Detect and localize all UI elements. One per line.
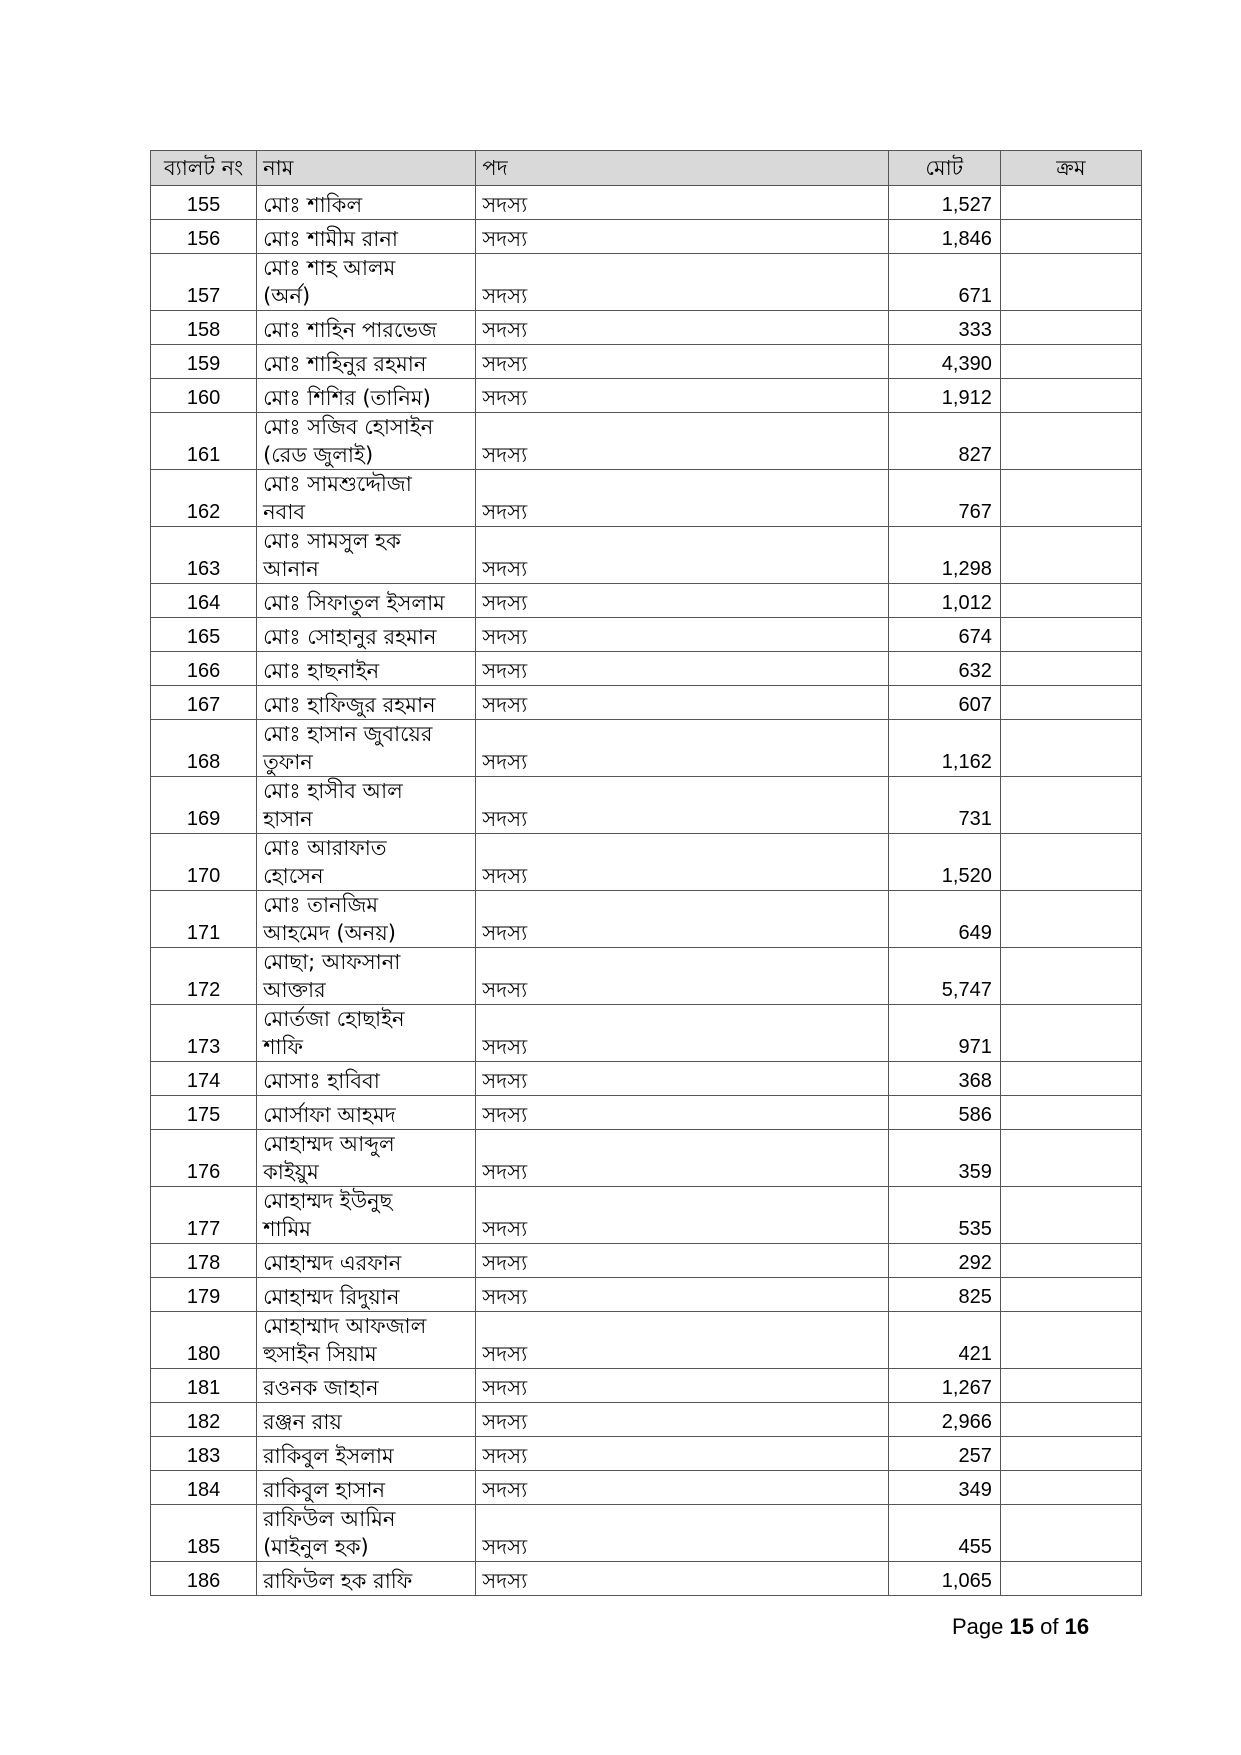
table-row xyxy=(151,527,1142,584)
candidate-name-line: রাফিউল আমিন xyxy=(263,1507,396,1531)
candidate-name-line: মোঃ সামসুল হক xyxy=(263,529,401,553)
post-cell: সদস্য xyxy=(476,584,888,618)
candidate-name-cell xyxy=(257,186,476,220)
rank-cell xyxy=(1000,413,1141,470)
total-votes-cell: 971 xyxy=(888,1005,1000,1062)
table-row xyxy=(151,1369,1142,1403)
table-row xyxy=(151,1471,1142,1505)
post-cell: সদস্য xyxy=(476,220,888,254)
ballot-number-cell: 170 xyxy=(151,834,257,891)
ballot-number-cell: 155 xyxy=(151,186,257,220)
table-row xyxy=(151,254,1142,311)
post-cell: সদস্য xyxy=(476,379,888,413)
candidate-name-cell xyxy=(257,1369,476,1403)
candidate-name-line: হোসেন xyxy=(263,864,324,888)
ballot-number-cell: 171 xyxy=(151,891,257,948)
candidate-name-cell xyxy=(257,1005,476,1062)
candidate-name-cell xyxy=(257,1312,476,1369)
candidate-name-cell xyxy=(257,891,476,948)
rank-cell xyxy=(1000,1471,1141,1505)
post-cell: সদস্য xyxy=(476,311,888,345)
table-row xyxy=(151,1130,1142,1187)
rank-cell xyxy=(1000,1130,1141,1187)
candidate-name-cell xyxy=(257,948,476,1005)
table-row xyxy=(151,1096,1142,1130)
rank-cell xyxy=(1000,1312,1141,1369)
ballot-number-cell: 162 xyxy=(151,470,257,527)
candidate-name-cell xyxy=(257,220,476,254)
candidate-name-line: মোঃ শাহিনুর রহমান xyxy=(263,352,427,376)
rank-cell xyxy=(1000,379,1141,413)
candidate-name-line: নবাব xyxy=(263,500,306,524)
rank-cell xyxy=(1000,1062,1141,1096)
candidate-name-cell xyxy=(257,1562,476,1596)
table-row xyxy=(151,186,1142,220)
post-cell: সদস্য xyxy=(476,527,888,584)
candidate-name-line: রওনক জাহান xyxy=(263,1376,379,1400)
of-word: of xyxy=(1040,1614,1059,1639)
table-row xyxy=(151,1244,1142,1278)
candidate-name-cell xyxy=(257,470,476,527)
ballot-number-cell: 183 xyxy=(151,1437,257,1471)
table-row xyxy=(151,379,1142,413)
rank-cell xyxy=(1000,891,1141,948)
candidate-name-line: (রেড জুলাই) xyxy=(263,443,374,467)
rank-cell xyxy=(1000,1244,1141,1278)
rank-cell xyxy=(1000,527,1141,584)
ballot-number-cell: 167 xyxy=(151,686,257,720)
candidate-name-cell xyxy=(257,1505,476,1562)
post-cell: সদস্য xyxy=(476,948,888,1005)
total-votes-cell: 632 xyxy=(888,652,1000,686)
post-cell: সদস্য xyxy=(476,413,888,470)
total-votes-cell: 1,162 xyxy=(888,720,1000,777)
total-votes-cell: 421 xyxy=(888,1312,1000,1369)
candidate-name-line: রাকিবুল ইসলাম xyxy=(263,1444,394,1468)
table-row xyxy=(151,1062,1142,1096)
candidate-name-line: মোঃ শামীম রানা xyxy=(263,227,399,251)
table-row xyxy=(151,470,1142,527)
post-cell: সদস্য xyxy=(476,186,888,220)
candidate-name-line: শামিম xyxy=(263,1217,311,1241)
post-cell: সদস্য xyxy=(476,1278,888,1312)
rank-cell xyxy=(1000,1562,1141,1596)
rank-cell xyxy=(1000,720,1141,777)
post-cell: সদস্য xyxy=(476,1403,888,1437)
rank-cell xyxy=(1000,1369,1141,1403)
rank-cell xyxy=(1000,1403,1141,1437)
total-votes-cell: 1,912 xyxy=(888,379,1000,413)
candidate-name-line: মোঃ সোহানুর রহমান xyxy=(263,625,437,649)
ballot-number-cell: 158 xyxy=(151,311,257,345)
candidate-name-cell xyxy=(257,254,476,311)
candidate-name-cell xyxy=(257,1187,476,1244)
current-page: 15 xyxy=(1009,1614,1034,1639)
rank-cell xyxy=(1000,1096,1141,1130)
candidate-name-cell xyxy=(257,1437,476,1471)
candidate-name-line: মোসাঃ হাবিবা xyxy=(263,1069,380,1093)
total-votes-cell: 359 xyxy=(888,1130,1000,1187)
candidate-name-line: মোহাম্মদ আব্দুল xyxy=(263,1132,395,1156)
total-votes-cell: 455 xyxy=(888,1505,1000,1562)
post-cell: সদস্য xyxy=(476,720,888,777)
post-cell: সদস্য xyxy=(476,470,888,527)
candidate-name-cell xyxy=(257,686,476,720)
ballot-number-cell: 175 xyxy=(151,1096,257,1130)
total-votes-cell: 1,065 xyxy=(888,1562,1000,1596)
ballot-number-cell: 166 xyxy=(151,652,257,686)
total-votes-cell: 1,527 xyxy=(888,186,1000,220)
post-cell: সদস্য xyxy=(476,1096,888,1130)
post-cell: সদস্য xyxy=(476,1244,888,1278)
candidate-name-line: মোহাম্মাদ আফজাল xyxy=(263,1314,427,1338)
table-row xyxy=(151,1312,1142,1369)
candidate-name-line: রাকিবুল হাসান xyxy=(263,1478,386,1502)
table-row xyxy=(151,1403,1142,1437)
ballot-number-cell: 178 xyxy=(151,1244,257,1278)
candidate-name-line: মোঃ হাছনাইন xyxy=(263,659,380,683)
table-row xyxy=(151,1187,1142,1244)
table-row xyxy=(151,1437,1142,1471)
total-votes-cell: 586 xyxy=(888,1096,1000,1130)
table-row xyxy=(151,1562,1142,1596)
rank-cell xyxy=(1000,220,1141,254)
table-row xyxy=(151,584,1142,618)
candidate-name-line: শাফি xyxy=(263,1035,303,1059)
candidate-name-cell xyxy=(257,1244,476,1278)
ballot-number-cell: 173 xyxy=(151,1005,257,1062)
candidate-name-line: আহমেদ (অনয়) xyxy=(263,921,396,945)
header-total: মোট xyxy=(888,151,1000,186)
total-votes-cell: 825 xyxy=(888,1278,1000,1312)
candidate-name-line: হুসাইন সিয়াম xyxy=(263,1342,377,1366)
total-votes-cell: 1,520 xyxy=(888,834,1000,891)
rank-cell xyxy=(1000,186,1141,220)
rank-cell xyxy=(1000,686,1141,720)
post-cell: সদস্য xyxy=(476,1505,888,1562)
total-votes-cell: 349 xyxy=(888,1471,1000,1505)
ballot-number-cell: 168 xyxy=(151,720,257,777)
candidate-name-line: মোঃ সামশুদ্দৌজা xyxy=(263,472,412,496)
candidate-name-line: আক্তার xyxy=(263,978,326,1002)
ballot-number-cell: 159 xyxy=(151,345,257,379)
total-votes-cell: 368 xyxy=(888,1062,1000,1096)
candidate-name-line: মোঃ হাসীব আল xyxy=(263,779,403,803)
table-row xyxy=(151,948,1142,1005)
table-header xyxy=(151,151,1142,186)
candidate-name-cell xyxy=(257,413,476,470)
candidate-name-line: মোহাম্মদ ইউনুছ xyxy=(263,1189,393,1213)
candidate-name-cell xyxy=(257,527,476,584)
candidate-name-cell xyxy=(257,1062,476,1096)
candidate-name-line: মোহাম্মদ রিদুয়ান xyxy=(263,1285,400,1309)
candidate-name-line: কাইয়ুম xyxy=(263,1160,319,1184)
rank-cell xyxy=(1000,470,1141,527)
candidate-name-line: মোর্তজা হোছাইন xyxy=(263,1007,405,1031)
candidate-name-line: মোঃ শিশির (তানিম) xyxy=(263,386,431,410)
candidate-name-cell xyxy=(257,777,476,834)
table-row xyxy=(151,220,1142,254)
table-row xyxy=(151,686,1142,720)
rank-cell xyxy=(1000,1437,1141,1471)
rank-cell xyxy=(1000,618,1141,652)
candidate-name-line: মোছা; আফসানা xyxy=(263,950,401,974)
ballot-number-cell: 156 xyxy=(151,220,257,254)
header-post: পদ xyxy=(476,151,888,186)
ballot-number-cell: 174 xyxy=(151,1062,257,1096)
post-cell: সদস্য xyxy=(476,1130,888,1187)
post-cell: সদস্য xyxy=(476,1562,888,1596)
ballot-number-cell: 180 xyxy=(151,1312,257,1369)
post-cell: সদস্য xyxy=(476,345,888,379)
post-cell: সদস্য xyxy=(476,1471,888,1505)
rank-cell xyxy=(1000,311,1141,345)
ballot-number-cell: 179 xyxy=(151,1278,257,1312)
header-rank: ক্রম xyxy=(1000,151,1141,186)
post-cell: সদস্য xyxy=(476,777,888,834)
table-row xyxy=(151,720,1142,777)
total-votes-cell: 674 xyxy=(888,618,1000,652)
table-body xyxy=(151,186,1142,1596)
candidate-name-line: মোঃ আরাফাত xyxy=(263,836,387,860)
total-votes-cell: 5,747 xyxy=(888,948,1000,1005)
candidate-name-line: রঞ্জন রায় xyxy=(263,1410,342,1434)
candidate-name-line: মোঃ সিফাতুল ইসলাম xyxy=(263,591,445,615)
total-votes-cell: 1,012 xyxy=(888,584,1000,618)
header-row xyxy=(151,151,1142,186)
table-row xyxy=(151,311,1142,345)
total-votes-cell: 1,267 xyxy=(888,1369,1000,1403)
ballot-number-cell: 160 xyxy=(151,379,257,413)
total-votes-cell: 333 xyxy=(888,311,1000,345)
candidate-name-line: মোঃ হাফিজুর রহমান xyxy=(263,693,436,717)
candidate-name-cell xyxy=(257,584,476,618)
candidate-name-cell xyxy=(257,618,476,652)
ballot-number-cell: 172 xyxy=(151,948,257,1005)
ballot-number-cell: 186 xyxy=(151,1562,257,1596)
candidate-name-line: রাফিউল হক রাফি xyxy=(263,1569,413,1593)
page-word: Page xyxy=(952,1614,1004,1639)
post-cell: সদস্য xyxy=(476,652,888,686)
total-pages: 16 xyxy=(1064,1614,1090,1639)
post-cell: সদস্য xyxy=(476,254,888,311)
total-votes-cell: 607 xyxy=(888,686,1000,720)
candidate-name-line: মোঃ শাহ আলম xyxy=(263,256,396,280)
ballot-number-cell: 176 xyxy=(151,1130,257,1187)
candidate-name-line: মোঃ সজিব হোসাইন xyxy=(263,415,434,439)
candidate-name-line: মোঃ তানজিম xyxy=(263,893,379,917)
rank-cell xyxy=(1000,254,1141,311)
post-cell: সদস্য xyxy=(476,834,888,891)
candidate-name-line: মোঃ হাসান জুবায়ের xyxy=(263,722,433,746)
ballot-number-cell: 161 xyxy=(151,413,257,470)
ballot-number-cell: 163 xyxy=(151,527,257,584)
ballot-number-cell: 165 xyxy=(151,618,257,652)
post-cell: সদস্য xyxy=(476,1062,888,1096)
total-votes-cell: 292 xyxy=(888,1244,1000,1278)
table-row xyxy=(151,618,1142,652)
candidate-name-cell xyxy=(257,652,476,686)
total-votes-cell: 767 xyxy=(888,470,1000,527)
rank-cell xyxy=(1000,834,1141,891)
total-votes-cell: 535 xyxy=(888,1187,1000,1244)
candidate-name-cell xyxy=(257,1471,476,1505)
table-row xyxy=(151,1278,1142,1312)
candidate-name-cell xyxy=(257,379,476,413)
candidate-name-line: তুফান xyxy=(263,750,313,774)
candidate-name-cell xyxy=(257,345,476,379)
candidate-name-line: মোর্সাফা আহমদ xyxy=(263,1103,396,1127)
ballot-number-cell: 182 xyxy=(151,1403,257,1437)
ballot-number-cell: 169 xyxy=(151,777,257,834)
post-cell: সদস্য xyxy=(476,618,888,652)
ballot-number-cell: 185 xyxy=(151,1505,257,1562)
candidate-name-line: (অর্ন) xyxy=(263,284,311,308)
rank-cell xyxy=(1000,584,1141,618)
table-row xyxy=(151,413,1142,470)
table-row xyxy=(151,652,1142,686)
candidate-name-cell xyxy=(257,720,476,777)
total-votes-cell: 257 xyxy=(888,1437,1000,1471)
ballot-number-cell: 184 xyxy=(151,1471,257,1505)
table-row xyxy=(151,834,1142,891)
ballot-results-table xyxy=(150,150,1142,1596)
total-votes-cell: 1,298 xyxy=(888,527,1000,584)
rank-cell xyxy=(1000,1505,1141,1562)
candidate-name-cell xyxy=(257,1403,476,1437)
table-row xyxy=(151,1505,1142,1562)
candidate-name-cell xyxy=(257,1130,476,1187)
table-row xyxy=(151,777,1142,834)
rank-cell xyxy=(1000,1187,1141,1244)
total-votes-cell: 671 xyxy=(888,254,1000,311)
ballot-number-cell: 157 xyxy=(151,254,257,311)
candidate-name-line: (মাইনুল হক) xyxy=(263,1535,369,1559)
candidate-name-line: মোহাম্মদ এরফান xyxy=(263,1251,402,1275)
header-name: নাম xyxy=(257,151,476,186)
total-votes-cell: 731 xyxy=(888,777,1000,834)
candidate-name-line: হাসান xyxy=(263,807,313,831)
candidate-name-line: মোঃ শাহিন পারভেজ xyxy=(263,318,437,342)
total-votes-cell: 1,846 xyxy=(888,220,1000,254)
total-votes-cell: 4,390 xyxy=(888,345,1000,379)
table-row xyxy=(151,345,1142,379)
rank-cell xyxy=(1000,1005,1141,1062)
post-cell: সদস্য xyxy=(476,1437,888,1471)
post-cell: সদস্য xyxy=(476,1312,888,1369)
post-cell: সদস্য xyxy=(476,1369,888,1403)
post-cell: সদস্য xyxy=(476,1187,888,1244)
header-ballot-no: ব্যালট নং xyxy=(151,151,257,186)
rank-cell xyxy=(1000,948,1141,1005)
rank-cell xyxy=(1000,652,1141,686)
page-number xyxy=(952,1614,1089,1640)
rank-cell xyxy=(1000,777,1141,834)
candidate-name-cell xyxy=(257,1096,476,1130)
rank-cell xyxy=(1000,345,1141,379)
table-row xyxy=(151,891,1142,948)
candidate-name-cell xyxy=(257,311,476,345)
post-cell: সদস্য xyxy=(476,891,888,948)
total-votes-cell: 649 xyxy=(888,891,1000,948)
table-row xyxy=(151,1005,1142,1062)
candidate-name-line: মোঃ শাকিল xyxy=(263,193,363,217)
total-votes-cell: 827 xyxy=(888,413,1000,470)
ballot-number-cell: 177 xyxy=(151,1187,257,1244)
rank-cell xyxy=(1000,1278,1141,1312)
candidate-name-cell xyxy=(257,834,476,891)
post-cell: সদস্য xyxy=(476,1005,888,1062)
ballot-number-cell: 181 xyxy=(151,1369,257,1403)
candidate-name-cell xyxy=(257,1278,476,1312)
ballot-number-cell: 164 xyxy=(151,584,257,618)
total-votes-cell: 2,966 xyxy=(888,1403,1000,1437)
post-cell: সদস্য xyxy=(476,686,888,720)
candidate-name-line: আনান xyxy=(263,557,319,581)
